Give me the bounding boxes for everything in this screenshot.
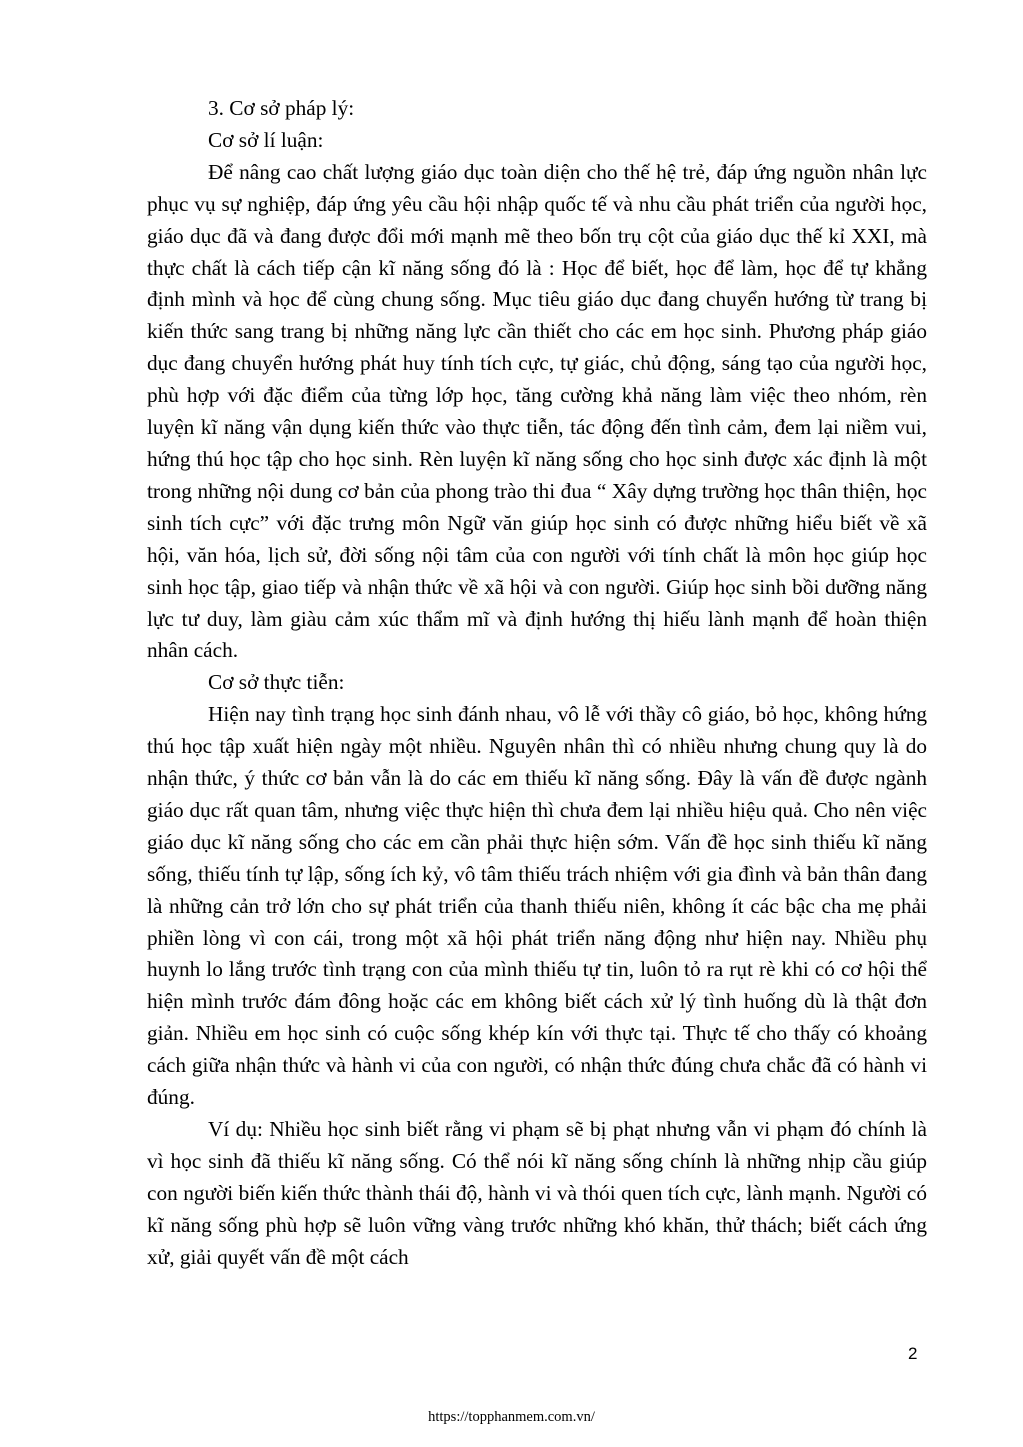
page-number: 2: [908, 1344, 918, 1363]
footer-url[interactable]: https://topphanmem.com.vn/: [428, 1409, 595, 1425]
section-heading: 3. Cơ sở pháp lý:: [208, 96, 355, 120]
subsection-heading-practice: Cơ sở thực tiễn:: [208, 670, 345, 695]
document-body: [147, 93, 927, 1274]
paragraph-theory: Để nâng cao chất lượng giáo dục toàn diện cho thế hệ trẻ, đáp ứng nguồn nhân lực phục vụ sự nghiệp, đáp ứng yêu cầu hội nhập quốc tế và nhu cầu phát triển của người học, giáo dục đã và đang được đổi mới mạnh mẽ theo bốn trụ cột của giáo dục thế kỉ XXI, mà thực chất là cách tiếp cận kĩ năng sống đó là : Học để biết, học để làm, học để tự khẳng định mình và học để cùng chung sống. Mục tiêu giáo dục đang chuyển hướng từ trang bị kiến thức sang trang bị những năng lực cần thiết cho các em học sinh. Phương pháp giáo dục đang chuyển hướng phát huy tính tích cực, tự giác, chủ động, sáng tạo của người học, phù hợp với đặc điểm của từng lớp học, tăng cường khả năng làm việc theo nhóm, rèn luyện kĩ năng vận dụng kiến thức vào thực tiễn, tác động đến tình cảm, đem lại niềm vui, hứng thú học tập cho học sinh. Rèn luyện kĩ năng sống cho học sinh được xác định là một trong những nội dung cơ bản của phong trào thi đua “ Xây dựng trường học thân thiện, học sinh tích cực” với đặc trưng môn Ngữ văn giúp học sinh có được những hiểu biết về xã hội, văn hóa, lịch sử, đời sống nội tâm của con người với tính chất là môn học giúp học sinh học tập, giao tiếp và nhận thức về xã hội và con người. Giúp học sinh bồi dưỡng năng lực tư duy, làm giàu cảm xúc thẩm mĩ và định hướng thị hiếu lành mạnh để hoàn thiện nhân cách.: [147, 159, 927, 663]
subsection-heading-theory: Cơ sở lí luận:: [208, 127, 324, 152]
paragraph-example: Ví dụ: Nhiều học sinh biết rằng vi phạm sẽ bị phạt nhưng vẫn vi phạm đó chính là vì học sinh đã thiếu kĩ năng sống. Có thể nói kĩ năng sống chính là những nhịp cầu giúp con người biến kiến thức thành thái độ, hành vi và thói quen tích cực, lành mạnh. Người có kĩ năng sống phù hợp sẽ luôn vững vàng trước những khó khăn, thử thách; biết cách ứng xử, giải quyết vấn đề một cách: [147, 1117, 927, 1269]
paragraph-practice: Hiện nay tình trạng học sinh đánh nhau, vô lễ với thầy cô giáo, bỏ học, không hứng thú học tập xuất hiện ngày một nhiều. Nguyên nhân thì có nhiều nhưng chung quy là do nhận thức, ý thức cơ bản vẫn là do các em thiếu kĩ năng sống. Đây là vấn đề được ngành giáo dục rất quan tâm, nhưng việc thực hiện thì chưa đem lại nhiều hiệu quả. Cho nên việc giáo dục kĩ năng sống cho các em cần phải thực hiện sớm. Vấn đề học sinh thiếu kĩ năng sống, thiếu tính tự lập, sống ích kỷ, vô tâm thiếu trách nhiệm với gia đình và bản thân đang là những cản trở lớn cho sự phát triển của thanh thiếu niên, không ít các bậc cha mẹ phải phiền lòng vì con cái, trong một xã hội phát triển năng động như hiện nay. Nhiều phụ huynh lo lắng trước tình trạng con của mình thiếu tự tin, luôn tỏ ra rụt rè khi có cơ hội thể hiện mình trước đám đông hoặc các em không biết cách xử lý tình huống dù là thật đơn giản. Nhiều em học sinh có cuộc sống khép kín với thực tại. Thực tế cho thấy có khoảng cách giữa nhận thức và hành vi của con người, có nhận thức đúng chưa chắc đã có hành vi đúng.: [147, 702, 927, 1110]
